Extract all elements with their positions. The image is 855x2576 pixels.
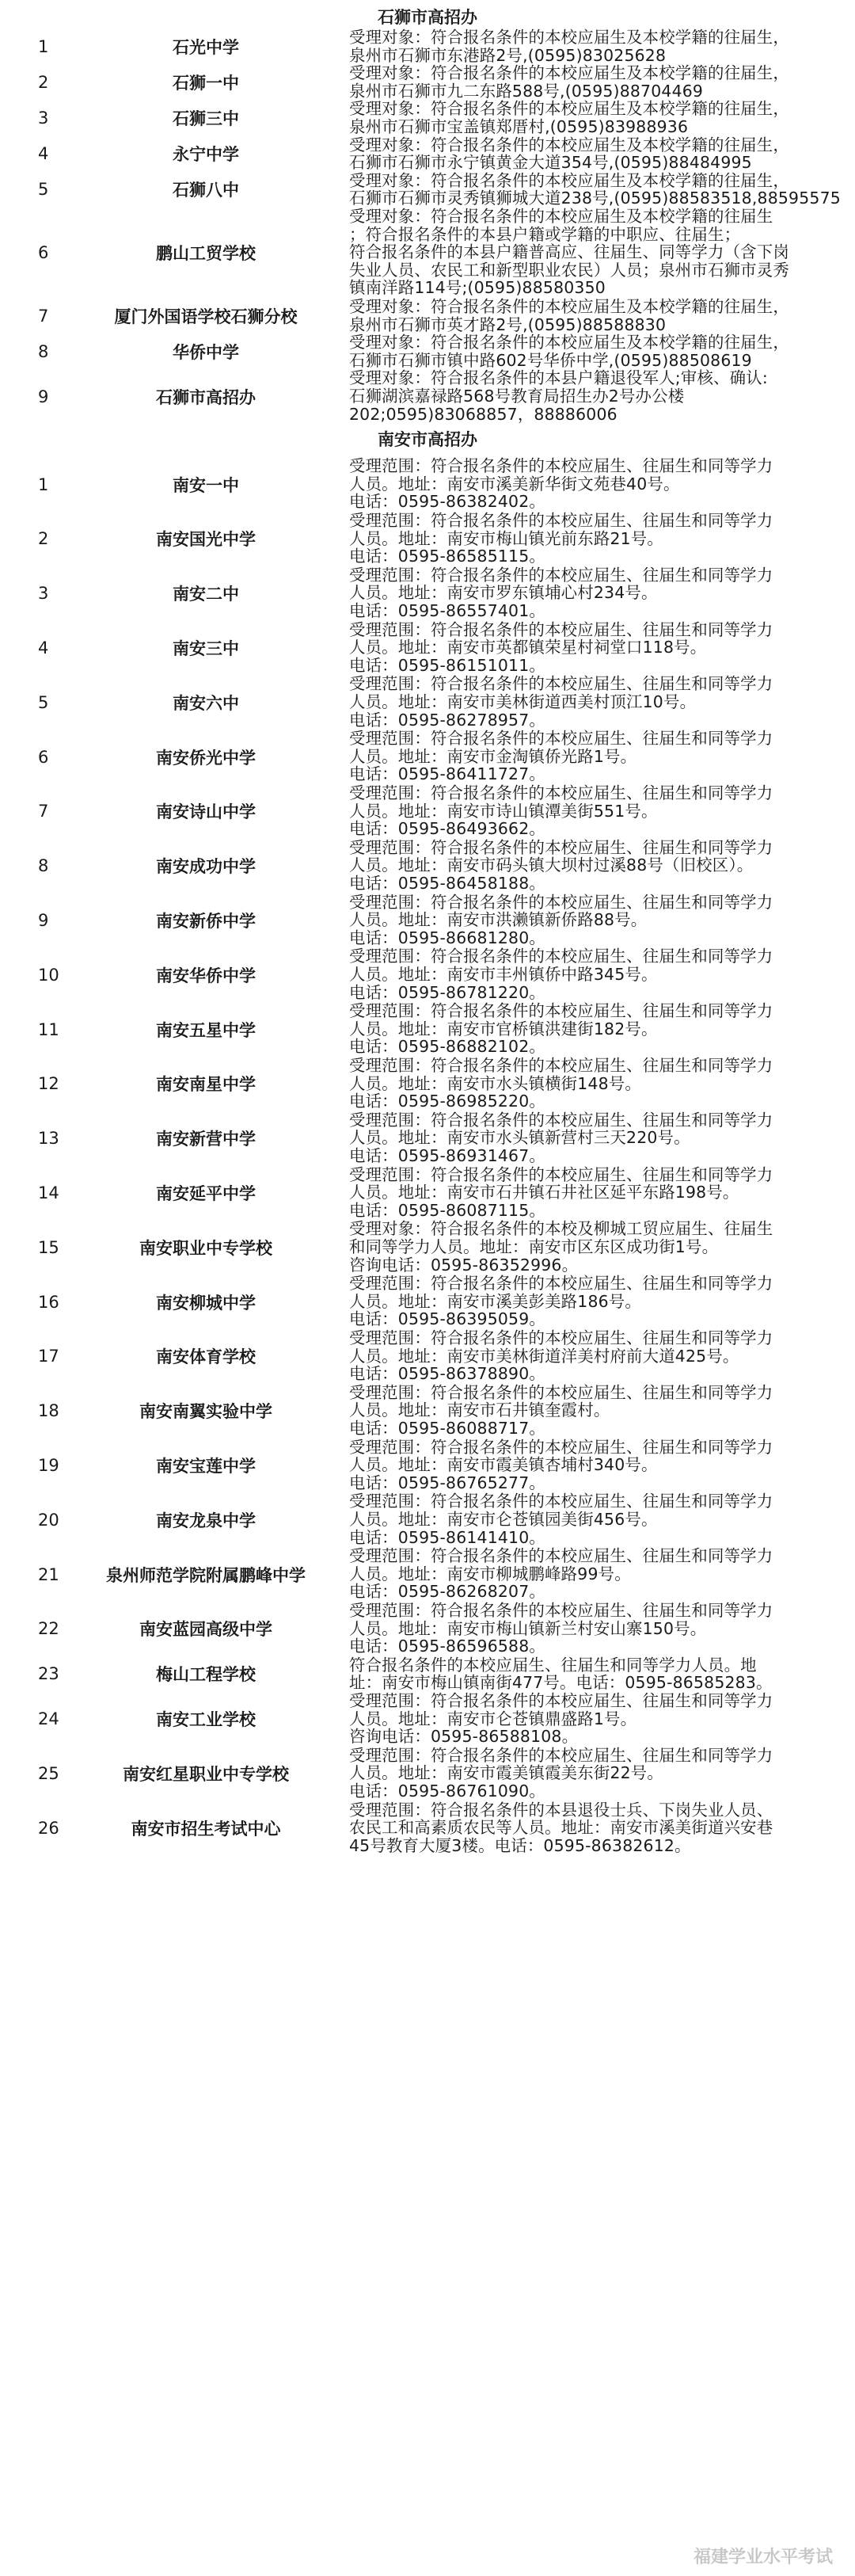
info-line: 受理对象：符合报名条件的本校应届生及本校学籍的往届生， xyxy=(349,135,789,154)
school-info xyxy=(349,1602,844,1656)
info-line: 202;0595)83068857，88886006 xyxy=(349,405,618,424)
info-line: 人员。地址：南安市英都镇荣星村祠堂口118号。 xyxy=(349,638,707,657)
school-name: 南安南星中学 xyxy=(156,1075,256,1095)
info-line: 泉州市石狮市九二东路588号,(0595)88704469 xyxy=(349,82,704,101)
info-line: 受理范围：符合报名条件的本校应届生、往届生和同等学力 xyxy=(349,566,773,585)
school-name: 南安华侨中学 xyxy=(156,966,256,985)
school-name: 南安柳城中学 xyxy=(156,1293,256,1313)
row-number: 3 xyxy=(38,584,49,604)
school-name: 南安新营中学 xyxy=(156,1130,256,1149)
school-info xyxy=(349,621,844,675)
school-name: 南安蓝园高级中学 xyxy=(139,1620,272,1640)
info-line: ；符合报名条件的本县户籍或学籍的中职应、往届生； xyxy=(349,225,741,244)
row-number: 12 xyxy=(38,1074,59,1094)
school-name: 石狮市高招办 xyxy=(156,387,256,407)
info-line: 石狮市石狮市灵秀镇狮城大道238号,(0595)88583518,88595575 xyxy=(349,189,841,208)
school-name: 石狮八中 xyxy=(173,181,239,200)
school-name: 南安体育学校 xyxy=(156,1347,256,1367)
school-name: 南安职业中专学校 xyxy=(139,1238,272,1258)
school-name: 石光中学 xyxy=(173,37,239,57)
info-line: 电话：0595-86395059。 xyxy=(349,1310,545,1328)
school-info xyxy=(349,100,844,135)
row-number: 10 xyxy=(38,965,59,985)
info-line: 受理范围：符合报名条件的本校应届生、往届生和同等学力 xyxy=(349,1111,773,1130)
section-title: 南安市高招办 xyxy=(378,430,477,450)
info-line: 受理范围：符合报名条件的本校应届生、往届生和同等学力 xyxy=(349,1002,773,1020)
table-row xyxy=(0,369,855,424)
row-number: 8 xyxy=(38,341,49,361)
info-line: 人员。地址：南安市丰州镇侨中路345号。 xyxy=(349,965,658,984)
row-number: 20 xyxy=(38,1510,59,1530)
info-line: 和同等学力人员。地址：南安市区东区成功街1号。 xyxy=(349,1237,719,1256)
table-row xyxy=(0,1166,855,1221)
info-line: 受理范围：符合报名条件的本校应届生、往届生和同等学力 xyxy=(349,457,773,475)
row-number: 18 xyxy=(38,1401,59,1421)
table-row xyxy=(0,1275,855,1329)
table-row xyxy=(0,1692,855,1747)
row-number: 7 xyxy=(38,306,49,326)
row-number: 14 xyxy=(38,1183,59,1202)
school-info xyxy=(349,839,844,893)
info-line: 人员。地址：南安市梅山镇光前东路21号。 xyxy=(349,529,663,548)
info-line: 受理对象：符合报名条件的本校应届生及本校学籍的往届生， xyxy=(349,333,789,352)
school-info xyxy=(349,208,844,297)
info-line: 人员。地址：南安市金淘镇侨光路1号。 xyxy=(349,747,637,766)
school-name: 南安三中 xyxy=(173,638,239,658)
info-line: 受理范围：符合报名条件的本校应届生、往届生和同等学力 xyxy=(349,1746,773,1765)
table-row xyxy=(0,1747,855,1801)
row-number: 19 xyxy=(38,1455,59,1475)
school-info xyxy=(349,29,844,64)
school-info xyxy=(349,369,844,423)
school-info xyxy=(349,947,844,1001)
table-row xyxy=(0,1384,855,1439)
school-info xyxy=(349,1384,844,1438)
school-info xyxy=(349,730,844,783)
school-info xyxy=(349,136,844,172)
info-line: 人员。地址：南安市码头镇大坝村过溪88号（旧校区）。 xyxy=(349,856,754,875)
table-row xyxy=(0,208,855,298)
info-line: 电话：0595-86088717。 xyxy=(349,1419,545,1438)
row-number: 17 xyxy=(38,1347,59,1366)
table-row xyxy=(0,1002,855,1057)
school-info xyxy=(349,1002,844,1056)
row-number: 21 xyxy=(38,1564,59,1584)
school-name: 南安红星职业中专学校 xyxy=(123,1765,289,1785)
info-line: 受理范围：符合报名条件的本校应届生、往届生和同等学力 xyxy=(349,1165,773,1184)
row-number: 2 xyxy=(38,72,49,92)
school-info xyxy=(349,566,844,620)
info-line: 石狮市石狮市永宁镇黄金大道354号,(0595)88484995 xyxy=(349,154,752,172)
school-info xyxy=(349,1692,844,1746)
info-line: 咨询电话：0595-86352996。 xyxy=(349,1256,579,1275)
school-name: 华侨中学 xyxy=(173,342,239,362)
school-name: 南安诗山中学 xyxy=(156,802,256,822)
school-name: 南安南翼实验中学 xyxy=(139,1402,272,1422)
school-name: 泉州师范学院附属鹏峰中学 xyxy=(106,1565,306,1585)
school-name: 厦门外国语学校石狮分校 xyxy=(114,307,298,326)
info-line: 受理范围：符合报名条件的本校应届生、往届生和同等学力 xyxy=(349,1602,773,1620)
row-number: 11 xyxy=(38,1019,59,1039)
table-row xyxy=(0,1057,855,1111)
info-line: 受理对象：符合报名条件的本校应届生及本校学籍的往届生， xyxy=(349,29,789,47)
school-info xyxy=(349,457,844,511)
table-row xyxy=(0,1602,855,1656)
table-row xyxy=(0,1111,855,1166)
table-row xyxy=(0,1656,855,1692)
table-row xyxy=(0,1492,855,1547)
table-row xyxy=(0,298,855,333)
school-info xyxy=(349,1220,844,1274)
info-line: 受理范围：符合报名条件的本校应届生、往届生和同等学力 xyxy=(349,512,773,530)
info-line: 人员。地址：南安市美林街道洋美村府前大道425号。 xyxy=(349,1347,739,1366)
info-line: 电话：0595-86493662。 xyxy=(349,820,545,838)
info-line: 受理对象：符合报名条件的本校应届生及本校学籍的往届生， xyxy=(349,298,789,316)
row-number: 16 xyxy=(38,1292,59,1312)
info-line: 电话：0595-86378890。 xyxy=(349,1365,545,1383)
info-line: 失业人员、农民工和新型职业农民）人员；泉州市石狮市灵秀 xyxy=(349,261,789,280)
info-line: 人员。地址：南安市溪美彭美路186号。 xyxy=(349,1292,641,1311)
info-line: 人员。地址：南安市官桥镇洪建街182号。 xyxy=(349,1019,658,1038)
info-line: 人员。地址：南安市美林街道西美村顶江10号。 xyxy=(349,692,697,711)
row-number: 25 xyxy=(38,1764,59,1784)
row-number: 15 xyxy=(38,1237,59,1257)
school-name: 南安五星中学 xyxy=(156,1020,256,1040)
table-row xyxy=(0,1329,855,1384)
school-name: 南安六中 xyxy=(173,693,239,713)
info-line: 人员。地址：南安市柳城鹏峰路99号。 xyxy=(349,1564,631,1583)
info-line: 受理范围：符合报名条件的本校应届生、往届生和同等学力 xyxy=(349,1438,773,1457)
info-line: 电话：0595-86087115。 xyxy=(349,1201,545,1220)
table-row xyxy=(0,1439,855,1493)
info-line: 电话：0595-86382402。 xyxy=(349,493,545,511)
school-name: 鹏山工贸学校 xyxy=(156,244,256,263)
info-line: 电话：0595-86931467。 xyxy=(349,1146,545,1165)
row-number: 6 xyxy=(38,243,49,262)
row-number: 8 xyxy=(38,856,49,876)
row-number: 4 xyxy=(38,144,49,164)
table-row xyxy=(0,100,855,135)
school-info xyxy=(349,784,844,838)
row-number: 2 xyxy=(38,529,49,549)
info-line: 人员。地址：南安市水头镇横街148号。 xyxy=(349,1074,641,1093)
info-line: 受理范围：符合报名条件的本校应届生、往届生和同等学力 xyxy=(349,1383,773,1402)
school-name: 石狮三中 xyxy=(173,109,239,128)
row-number: 5 xyxy=(38,692,49,712)
info-line: 泉州市石狮市宝盖镇郑厝村,(0595)83988936 xyxy=(349,117,689,136)
info-line: 人员。地址：南安市仑苍镇鼎盛路1号。 xyxy=(349,1709,637,1728)
info-line: 电话：0595-86781220。 xyxy=(349,983,545,1002)
school-name: 南安侨光中学 xyxy=(156,748,256,768)
school-info xyxy=(349,894,844,947)
row-number: 1 xyxy=(38,474,49,494)
info-line: 受理范围：符合报名条件的本县退役士兵、下岗失业人员、 xyxy=(349,1801,773,1820)
info-line: 受理范围：符合报名条件的本校应届生、往届生和同等学力 xyxy=(349,620,773,639)
info-line: 电话：0595-86151011。 xyxy=(349,656,545,675)
info-line: 咨询电话：0595-86588108。 xyxy=(349,1728,579,1746)
row-number: 9 xyxy=(38,387,49,406)
info-line: 人员。地址：南安市仑苍镇园美街456号。 xyxy=(349,1510,658,1529)
info-line: 泉州市石狮市英才路2号,(0595)88588830 xyxy=(349,315,667,334)
info-line: 受理对象：符合报名条件的本校及柳城工贸应届生、往届生 xyxy=(349,1220,773,1238)
school-info xyxy=(349,512,844,566)
info-line: 电话：0595-86278957。 xyxy=(349,711,545,730)
info-line: 受理范围：符合报名条件的本校应届生、往届生和同等学力 xyxy=(349,1547,773,1565)
table-row xyxy=(0,839,855,894)
info-line: 人员。地址：南安市石井镇石井社区延平东路198号。 xyxy=(349,1183,739,1202)
school-info xyxy=(349,1656,844,1692)
info-line: 镇南洋路114号;(0595)88580350 xyxy=(349,279,606,297)
info-line: 址：南安市梅山镇南街477号。电话：0595-86585283。 xyxy=(349,1674,773,1692)
school-info xyxy=(349,1547,844,1601)
info-line: 农民工和高素质农民等人员。地址：南安市溪美街道兴安巷 xyxy=(349,1819,773,1837)
school-info xyxy=(349,1166,844,1220)
table-row xyxy=(0,730,855,784)
school-info xyxy=(349,333,844,369)
school-info xyxy=(349,64,844,100)
info-line: 人员。地址：南安市罗东镇埔心村234号。 xyxy=(349,584,658,602)
info-line: 受理范围：符合报名条件的本校应届生、往届生和同等学力 xyxy=(349,947,773,966)
info-line: 符合报名条件的本县户籍普高应、往届生、同等学力（含下岗 xyxy=(349,243,789,261)
row-number: 7 xyxy=(38,802,49,821)
info-line: 受理范围：符合报名条件的本校应届生、往届生和同等学力 xyxy=(349,893,773,912)
info-line: 人员。地址：南安市洪濑镇新侨路88号。 xyxy=(349,911,648,929)
school-info xyxy=(349,1329,844,1383)
info-line: 电话：0595-86585115。 xyxy=(349,547,545,566)
table-row xyxy=(0,457,855,512)
table-row xyxy=(0,172,855,208)
row-number: 26 xyxy=(38,1818,59,1838)
info-line: 电话：0595-86882102。 xyxy=(349,1038,545,1056)
info-line: 受理范围：符合报名条件的本校应届生、往届生和同等学力 xyxy=(349,784,773,802)
school-name: 南安新侨中学 xyxy=(156,911,256,931)
info-line: 45号教育大厦3楼。电话：0595-86382612。 xyxy=(349,1836,691,1855)
info-line: 受理对象：符合报名条件的本校应届生及本校学籍的往届生， xyxy=(349,100,789,118)
school-name: 石狮一中 xyxy=(173,73,239,93)
school-info xyxy=(349,1111,844,1165)
info-line: 电话：0595-86141410。 xyxy=(349,1528,545,1547)
school-name: 南安龙泉中学 xyxy=(156,1511,256,1530)
school-info xyxy=(349,1057,844,1111)
info-line: 电话：0595-86681280。 xyxy=(349,928,545,947)
info-line: 受理对象：符合报名条件的本县户籍退役军人;审核、确认: xyxy=(349,369,768,387)
info-line: 电话：0595-86761090。 xyxy=(349,1781,545,1801)
info-line: 符合报名条件的本校应届生、往届生和同等学力人员。地 xyxy=(349,1656,757,1675)
school-name: 永宁中学 xyxy=(173,145,239,165)
school-info xyxy=(349,1275,844,1328)
info-line: 电话：0595-86411727。 xyxy=(349,765,545,783)
table-row xyxy=(0,136,855,172)
school-info xyxy=(349,172,844,208)
table-row xyxy=(0,784,855,839)
school-info xyxy=(349,1492,844,1546)
info-line: 受理范围：符合报名条件的本校应届生、往届生和同等学力 xyxy=(349,730,773,748)
table-row xyxy=(0,1547,855,1602)
school-name: 南安二中 xyxy=(173,585,239,604)
info-line: 石狮市石狮市镇中路602号华侨中学,(0595)88508619 xyxy=(349,351,752,370)
school-name: 南安成功中学 xyxy=(156,857,256,877)
info-line: 电话：0595-86765277。 xyxy=(349,1473,545,1492)
info-line: 泉州市石狮市东港路2号,(0595)83025628 xyxy=(349,46,667,65)
table-row xyxy=(0,621,855,676)
school-info xyxy=(349,298,844,333)
row-number: 24 xyxy=(38,1709,59,1729)
row-number: 22 xyxy=(38,1619,59,1639)
school-name: 南安国光中学 xyxy=(156,530,256,550)
table-row xyxy=(0,894,855,948)
row-number: 23 xyxy=(38,1664,59,1684)
info-line: 电话：0595-86268207。 xyxy=(349,1583,545,1601)
school-info xyxy=(349,675,844,729)
info-line: 人员。地址：南安市霞美镇杏埔村340号。 xyxy=(349,1456,658,1474)
row-number: 4 xyxy=(38,638,49,657)
table-row xyxy=(0,1801,855,1856)
table-row xyxy=(0,1220,855,1275)
school-name: 南安工业学校 xyxy=(156,1710,256,1730)
table-row xyxy=(0,29,855,64)
school-name: 南安市招生考试中心 xyxy=(131,1819,281,1839)
school-info xyxy=(349,1439,844,1492)
school-name: 南安延平中学 xyxy=(156,1183,256,1203)
row-number: 3 xyxy=(38,108,49,128)
info-line: 人员。地址：南安市石井镇奎霞村。 xyxy=(349,1401,610,1419)
info-line: 受理对象：符合报名条件的本校应届生及本校学籍的往届生， xyxy=(349,64,789,82)
info-line: 人员。地址：南安市霞美镇霞美东街22号。 xyxy=(349,1764,663,1782)
table-row xyxy=(0,333,855,369)
info-line: 受理对象：符合报名条件的本校应届生及本校学籍的往届生， xyxy=(349,171,789,190)
info-line: 受理对象：符合报名条件的本校应届生及本校学籍的往届生 xyxy=(349,208,773,226)
table-row xyxy=(0,512,855,566)
info-line: 人员。地址：南安市诗山镇潭美街551号。 xyxy=(349,802,658,821)
info-line: 受理范围：符合报名条件的本校应届生、往届生和同等学力 xyxy=(349,1057,773,1075)
info-line: 人员。地址：南安市梅山镇新兰村安山寨150号。 xyxy=(349,1619,707,1638)
row-number: 13 xyxy=(38,1129,59,1149)
school-info xyxy=(349,1747,844,1801)
table-row xyxy=(0,566,855,621)
school-name: 南安宝莲中学 xyxy=(156,1456,256,1476)
info-line: 石狮湖滨嘉禄路568号教育局招生办2号办公楼 xyxy=(349,387,685,406)
info-line: 受理范围：符合报名条件的本校应届生、往届生和同等学力 xyxy=(349,1692,773,1710)
row-number: 9 xyxy=(38,910,49,930)
row-number: 5 xyxy=(38,180,49,200)
row-number: 6 xyxy=(38,747,49,767)
row-number: 1 xyxy=(38,36,49,56)
info-line: 人员。地址：南安市水头镇新营村三天220号。 xyxy=(349,1129,690,1147)
info-line: 受理范围：符合报名条件的本校应届生、往届生和同等学力 xyxy=(349,1329,773,1347)
info-line: 电话：0595-86458188。 xyxy=(349,874,545,893)
school-name: 南安一中 xyxy=(173,475,239,495)
school-name: 梅山工程学校 xyxy=(156,1665,256,1685)
table-row xyxy=(0,64,855,100)
table-row xyxy=(0,675,855,730)
info-line: 受理范围：符合报名条件的本校应届生、往届生和同等学力 xyxy=(349,1275,773,1293)
info-line: 受理范围：符合报名条件的本校应届生、往届生和同等学力 xyxy=(349,838,773,857)
info-line: 人员。地址：南安市溪美新华街文苑巷40号。 xyxy=(349,474,680,493)
info-line: 电话：0595-86557401。 xyxy=(349,601,545,620)
info-line: 受理范围：符合报名条件的本校应届生、往届生和同等学力 xyxy=(349,675,773,693)
info-line: 受理范围：符合报名条件的本校应届生、往届生和同等学力 xyxy=(349,1492,773,1511)
info-line: 电话：0595-86985220。 xyxy=(349,1092,545,1111)
school-info xyxy=(349,1801,844,1855)
info-line: 电话：0595-86596588。 xyxy=(349,1637,545,1656)
watermark: 福建学业水平考试 xyxy=(693,2547,833,2567)
section-title: 石狮市高招办 xyxy=(378,8,477,27)
table-row xyxy=(0,947,855,1002)
